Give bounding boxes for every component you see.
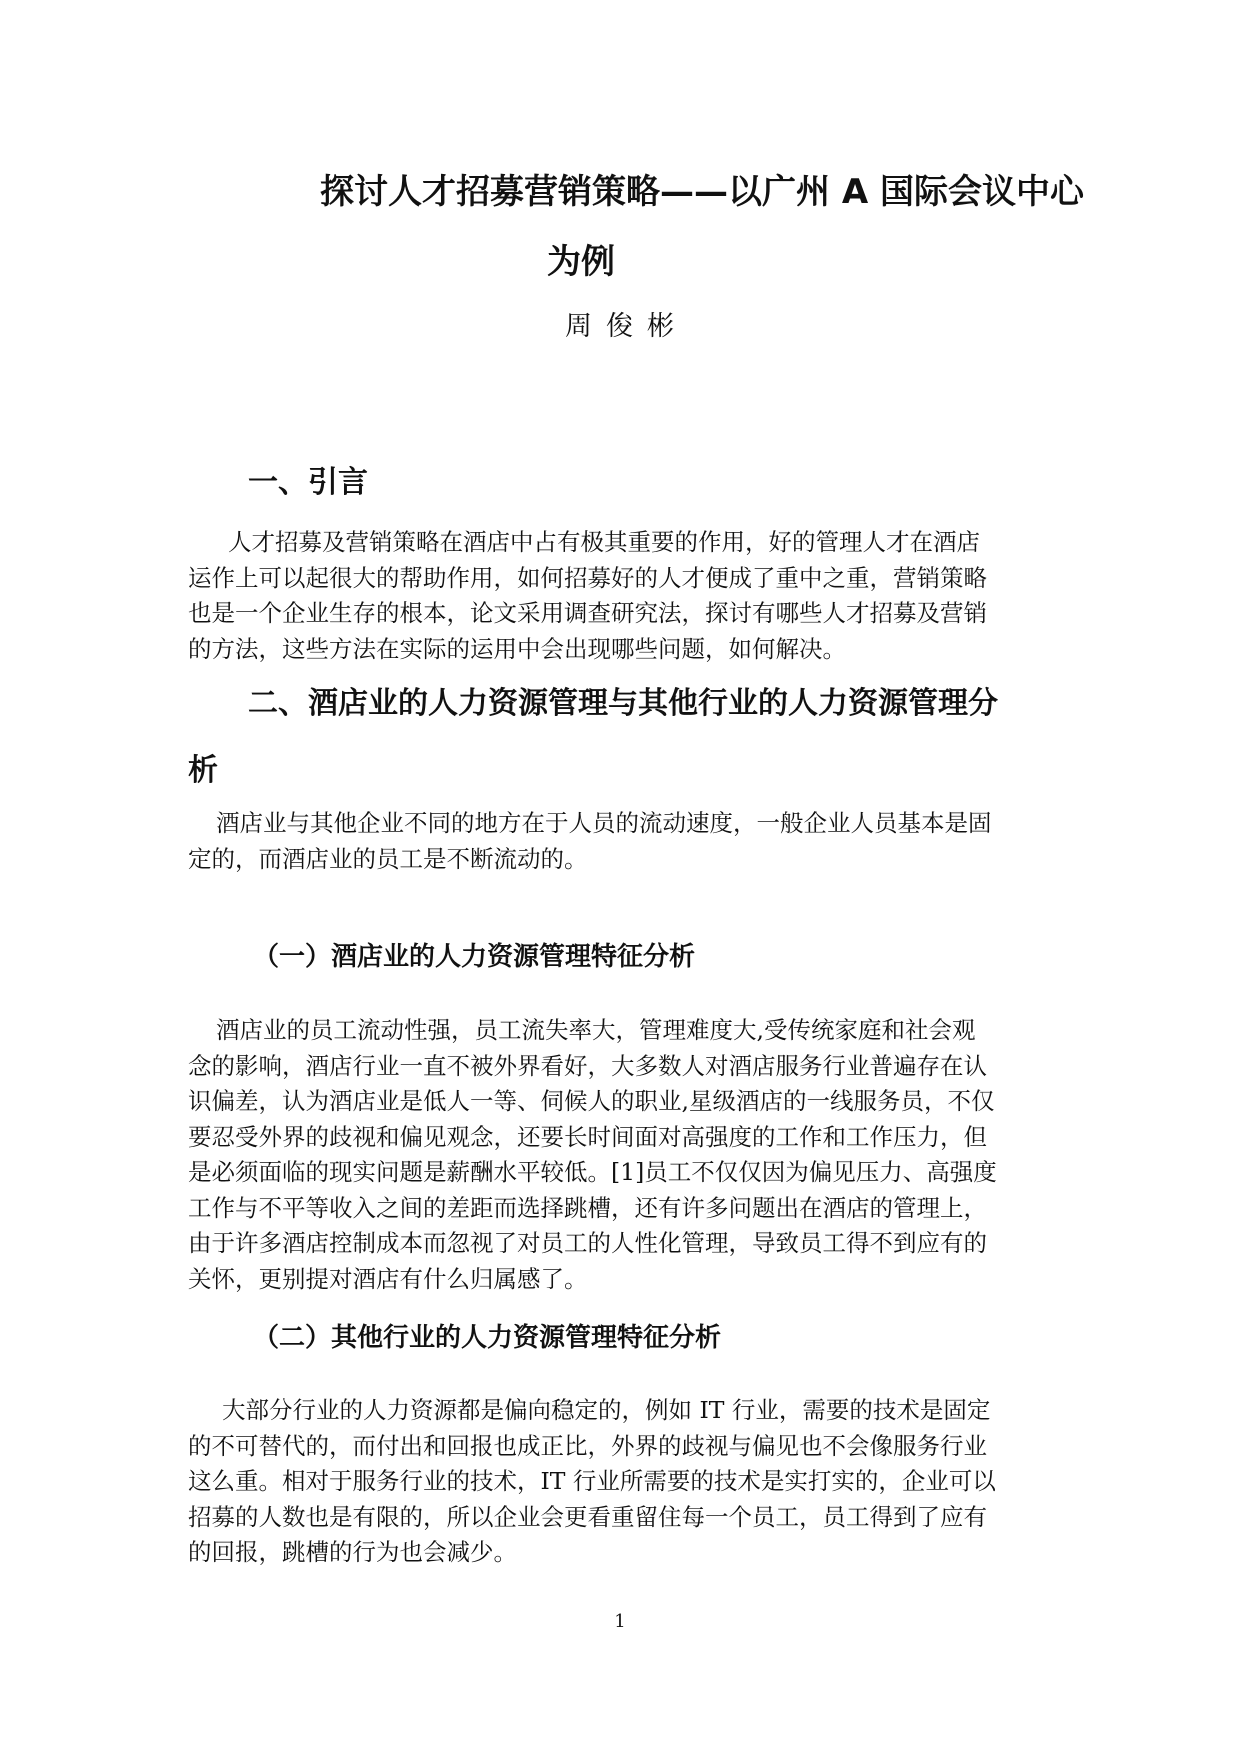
hotel-paragraph — [188, 1013, 1050, 1297]
paragraph-line: 是必须面临的现实问题是薪酬水平较低。[1]员工不仅仅因为偏见压力、高强度 — [188, 1158, 997, 1186]
page-number: 1 — [614, 1611, 626, 1632]
other-paragraph — [188, 1393, 1050, 1571]
paragraph-line: 由于许多酒店控制成本而忽视了对员工的人性化管理，导致员工得不到应有的 — [188, 1229, 987, 1257]
paragraph-line: 酒店业的员工流动性强，员工流失率大，管理难度大,受传统家庭和社会观 — [216, 1016, 976, 1044]
paragraph-line: 的回报，跳槽的行为也会减少。 — [188, 1538, 517, 1566]
paragraph-line: 工作与不平等收入之间的差距而选择跳槽，还有许多问题出在酒店的管理上， — [188, 1193, 987, 1222]
section-heading-intro: 一、引言 — [248, 465, 368, 500]
paragraph-line: 酒店业与其他企业不同的地方在于人员的流动速度，一般企业人员基本是固 — [216, 809, 992, 837]
paragraph-line: 人才招募及营销策略在酒店中占有极其重要的作用，好的管理人才在酒店 — [228, 528, 980, 556]
subsection-heading-hotel: （一）酒店业的人力资源管理特征分析 — [253, 942, 696, 972]
paragraph-line: 识偏差，认为酒店业是低人一等、伺候人的职业,星级酒店的一线服务员，不仅 — [188, 1087, 995, 1115]
paragraph-line: 念的影响，酒店行业一直不被外界看好，大多数人对酒店服务行业普遍存在认 — [188, 1051, 987, 1080]
paragraph-line: 大部分行业的人力资源都是偏向稳定的，例如 IT 行业，需要的技术是固定 — [222, 1396, 991, 1424]
paragraph-line: 关怀，更别提对酒店有什么归属感了。 — [188, 1264, 588, 1293]
paper-title-line-2: 为例 — [547, 242, 615, 282]
paragraph-line: 也是一个企业生存的根本，论文采用调查研究法，探讨有哪些人才招募及营销 — [188, 599, 987, 627]
paragraph-line: 要忍受外界的歧视和偏见观念，还要长时间面对高强度的工作和工作压力，但 — [188, 1122, 987, 1151]
paragraph-line: 这么重。相对于服务行业的技术，IT 行业所需要的技术是实打实的，企业可以 — [188, 1467, 996, 1495]
section-heading-analysis-continued: 析 — [188, 753, 218, 788]
paper-title-line-1: 探讨人才招募营销策略——以广州 A 国际会议中心 — [320, 172, 1084, 212]
paragraph-line: 的不可替代的，而付出和回报也成正比，外界的歧视与偏见也不会像服务行业 — [188, 1431, 987, 1460]
subsection-heading-other: （二）其他行业的人力资源管理特征分析 — [253, 1323, 722, 1353]
paragraph-line: 的方法，这些方法在实际的运用中会出现哪些问题，如何解决。 — [188, 634, 846, 663]
section-heading-analysis: 二、酒店业的人力资源管理与其他行业的人力资源管理分 — [248, 686, 998, 721]
analysis-paragraph — [188, 806, 1050, 877]
paragraph-line: 定的，而酒店业的员工是不断流动的。 — [188, 844, 588, 873]
intro-paragraph — [188, 525, 1050, 667]
paragraph-line: 运作上可以起很大的帮助作用，如何招募好的人才便成了重中之重，营销策略 — [188, 563, 987, 592]
paragraph-line: 招募的人数也是有限的，所以企业会更看重留住每一个员工，员工得到了应有 — [188, 1502, 987, 1531]
author-name: 周俊彬 — [565, 311, 688, 342]
